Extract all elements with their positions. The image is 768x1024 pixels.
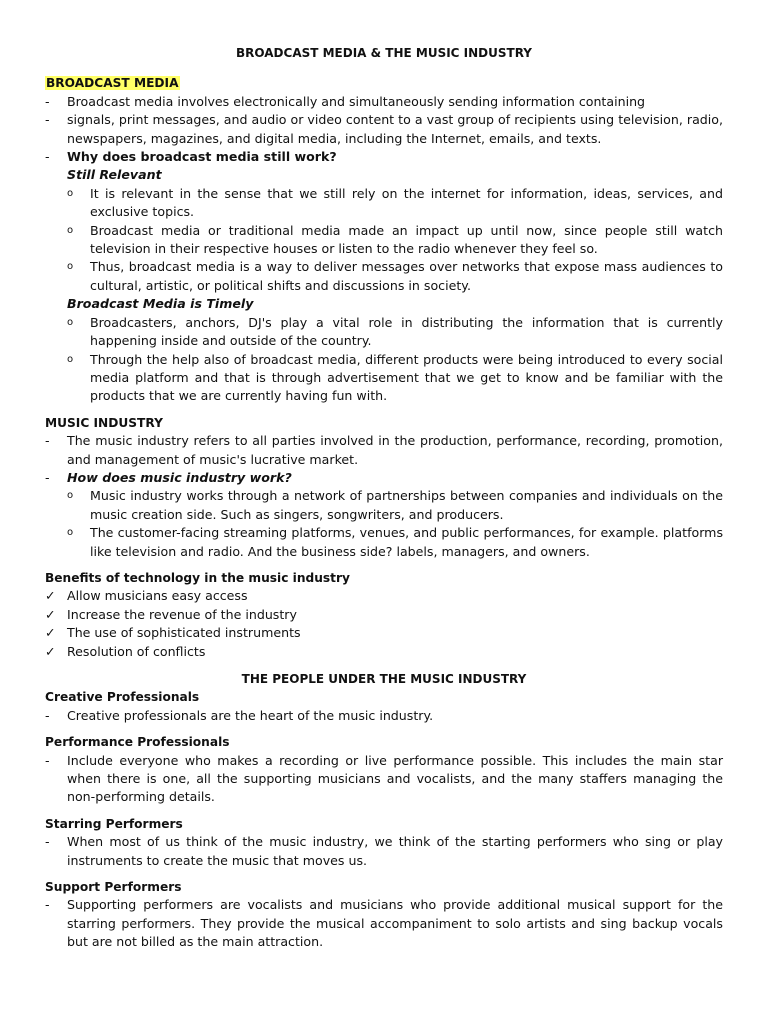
check-icon: ✓ (45, 588, 56, 604)
list-item: - Creative professionals are the heart of the music industry. (45, 707, 434, 723)
check-icon: ✓ (45, 606, 56, 622)
list-item: - Broadcast media involves electronically and simultaneously sending information containing (45, 93, 646, 109)
list-item: - The music industry refers to all parties involved in the production, performance, recording, promotion, and management of music's lucrative market. (45, 433, 723, 467)
support-heading: Support Performers (45, 880, 182, 895)
list-item: - Why does broadcast media still work? (45, 149, 337, 165)
music-industry-heading: MUSIC INDUSTRY (45, 415, 163, 430)
starring-heading: Starring Performers (45, 816, 183, 831)
page-title: BROADCAST MEDIA & THE MUSIC INDUSTRY (236, 46, 532, 60)
list-item: o It is relevant in the sense that we still rely on the internet for information, ideas, services, and exclusive topics. (67, 185, 723, 220)
list-item: - Supporting performers are vocalists and musicians who provide additional musical support for the starring performers. They provide the musical accompaniment to solo artists and sing backup vocals but are not billed as the main attraction. (45, 897, 723, 950)
section-title-people: THE PEOPLE UNDER THE MUSIC INDUSTRY (241, 672, 527, 686)
list-item: ✓ Allow musicians easy access (45, 587, 723, 605)
benefits-heading: Benefits of technology in the music industry (45, 570, 350, 585)
subheading-still-relevant: Still Relevant (67, 167, 162, 183)
list-item: o Music industry works through a network of partnerships between companies and individuals on the music creation side. Such as singers, songwriters, and producers. (67, 488, 723, 522)
list-item: - When most of us think of the music industry, we think of the starting performers who sing or play instruments to create the music that moves us. (45, 834, 723, 868)
list-item: o Thus, broadcast media is a way to deliver messages over networks that expose mass audiences to cultural, artistic, or political shifts and discussions in society. (67, 259, 723, 293)
list-item: - Include everyone who makes a recording or live performance possible. This includes the main star when there is one, all the supporting musicians and vocalists, and the many staffers managing the non-performing details. (45, 752, 723, 805)
list-item: o Broadcast media or traditional media made an impact up until now, since people still watch television in their respective houses or listen to the radio whenever they feel so. (67, 222, 723, 257)
list-item: o Through the help also of broadcast media, different products were being introduced to every social media platform and that is through advertisement that we get to know and be familiar with the products that we are currently having fun with. (67, 351, 723, 404)
list-item: ✓ Resolution of conflicts (45, 643, 723, 661)
performance-heading: Performance Professionals (45, 735, 230, 750)
highlighted-heading: BROADCAST MEDIA (46, 76, 179, 91)
broadcast-media-heading (45, 74, 723, 92)
list-item: - signals, print messages, and audio or video content to a vast group of recipients using television, radio, newspapers, magazines, and digital media, including the Internet, emails, and texts. (45, 112, 723, 146)
subheading-timely: Broadcast Media is Timely (67, 296, 254, 312)
check-icon: ✓ (45, 643, 56, 659)
check-icon: ✓ (45, 625, 56, 641)
list-item: o The customer-facing streaming platforms, venues, and public performances, for example. platforms like television and radio. And the business side? labels, managers, and owners. (67, 525, 723, 559)
list-item: ✓ The use of sophisticated instruments (45, 624, 723, 642)
list-item: - How does music industry work? (45, 469, 292, 485)
list-item: ✓ Increase the revenue of the industry (45, 606, 723, 624)
list-item: o Broadcasters, anchors, DJ's play a vital role in distributing the information that is currently happening inside and outside of the country. (67, 314, 723, 349)
creative-heading: Creative Professionals (45, 690, 200, 705)
